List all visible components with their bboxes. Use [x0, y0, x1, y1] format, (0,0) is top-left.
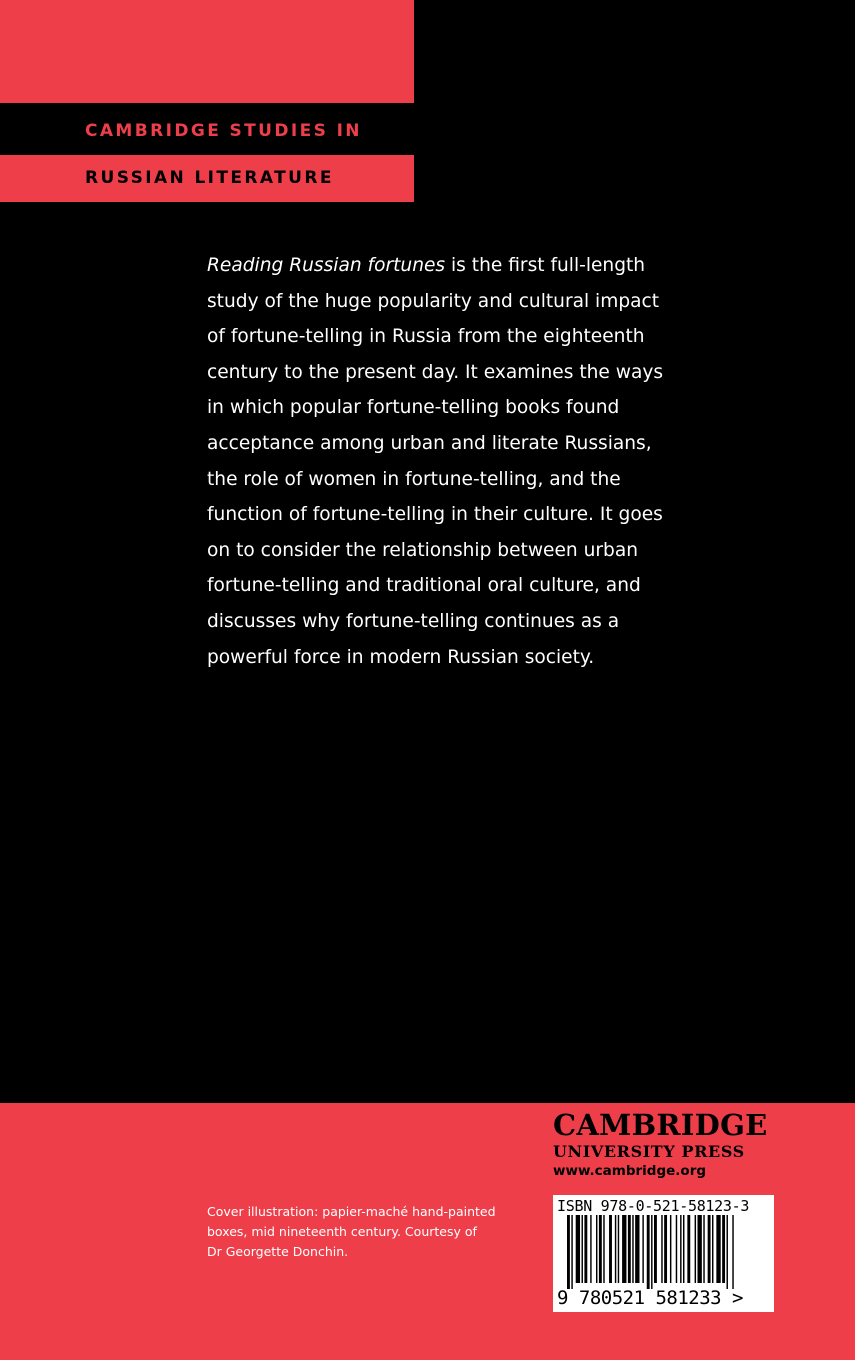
barcode-bar: [576, 1215, 580, 1283]
barcode-bar: [664, 1215, 667, 1283]
barcode-bars-icon: [553, 1215, 774, 1289]
barcode-bar: [567, 1215, 570, 1289]
barcode-bar: [590, 1215, 591, 1283]
back-cover-blurb: [207, 248, 677, 675]
publisher-subtitle: UNIVERSITY PRESS: [553, 1142, 745, 1161]
barcode-bar: [582, 1215, 583, 1283]
barcode-bar: [727, 1215, 728, 1289]
barcode-bar: [596, 1215, 597, 1283]
series-title-line-2: RUSSIAN LITERATURE: [85, 168, 334, 188]
barcode-bar: [703, 1215, 704, 1283]
barcode-bar: [661, 1215, 662, 1283]
blurb-line: discusses why fortune-telling continues as a: [207, 610, 620, 632]
barcode-digits: 9 780521 581233 >: [557, 1287, 743, 1309]
credit-line: Dr Georgette Donchin.: [207, 1244, 349, 1259]
barcode-bar: [732, 1215, 733, 1289]
blurb-line-1: [207, 248, 677, 284]
barcode-bar: [628, 1215, 631, 1283]
barcode-bar: [647, 1215, 650, 1289]
publisher-url: www.cambridge.org: [553, 1163, 707, 1179]
cover-illustration-credit: [207, 1202, 507, 1262]
barcode-bar: [599, 1215, 602, 1283]
barcode-bar: [584, 1215, 587, 1283]
blurb-line: function of fortune-telling in their culture. It goes: [207, 504, 663, 526]
blurb-line: in which popular fortune-telling books found: [207, 397, 620, 419]
publisher-logo: [553, 1108, 793, 1180]
barcode-bar: [622, 1215, 626, 1283]
barcode-bar: [603, 1215, 604, 1283]
blurb-line: on to consider the relationship between urban: [207, 539, 639, 561]
barcode-bar: [651, 1215, 652, 1289]
barcode-bar: [642, 1215, 643, 1283]
barcode-bar: [654, 1215, 657, 1283]
blurb-line-1-rest: is the first full-length: [445, 255, 646, 276]
credit-line: Cover illustration: papier-maché hand-painted: [207, 1204, 496, 1219]
blurb-line: fortune-telling and traditional oral culture, and: [207, 575, 641, 597]
barcode-bar: [676, 1215, 677, 1283]
barcode-bar: [683, 1215, 684, 1283]
barcode-bar: [680, 1215, 681, 1283]
blurb-line: study of the huge popularity and cultural impact: [207, 290, 660, 312]
barcode-bar: [615, 1215, 616, 1283]
barcode-bar: [571, 1215, 572, 1289]
barcode-bar: [618, 1215, 619, 1283]
publisher-name: CAMBRIDGE: [553, 1108, 768, 1142]
barcode-bar: [712, 1215, 713, 1283]
blurb-line: of fortune-telling in Russia from the eighteenth: [207, 326, 645, 348]
blurb-line: powerful force in modern Russian society.: [207, 646, 595, 668]
isbn-label: ISBN 978-0-521-58123-3: [557, 1197, 750, 1215]
book-title-italic: Reading Russian fortunes: [207, 255, 446, 276]
barcode-bar: [609, 1215, 612, 1283]
barcode-bar: [695, 1215, 696, 1283]
blurb-line: acceptance among urban and literate Russians,: [207, 432, 652, 454]
barcode-bar: [632, 1215, 633, 1283]
blurb-line: the role of women in fortune-telling, and the: [207, 468, 621, 490]
top-red-block: [0, 0, 414, 103]
isbn-barcode: [553, 1195, 774, 1312]
barcode-bar: [635, 1215, 639, 1283]
barcode-bar: [708, 1215, 711, 1283]
blurb-line: century to the present day. It examines the ways: [207, 361, 664, 383]
series-title-line-1: CAMBRIDGE STUDIES IN: [85, 121, 362, 141]
barcode-bar: [698, 1215, 702, 1283]
barcode-bar: [716, 1215, 720, 1283]
barcode-bar: [722, 1215, 725, 1283]
credit-line: boxes, mid nineteenth century. Courtesy of: [207, 1224, 477, 1239]
barcode-bar: [670, 1215, 671, 1283]
barcode-bar: [687, 1215, 690, 1283]
